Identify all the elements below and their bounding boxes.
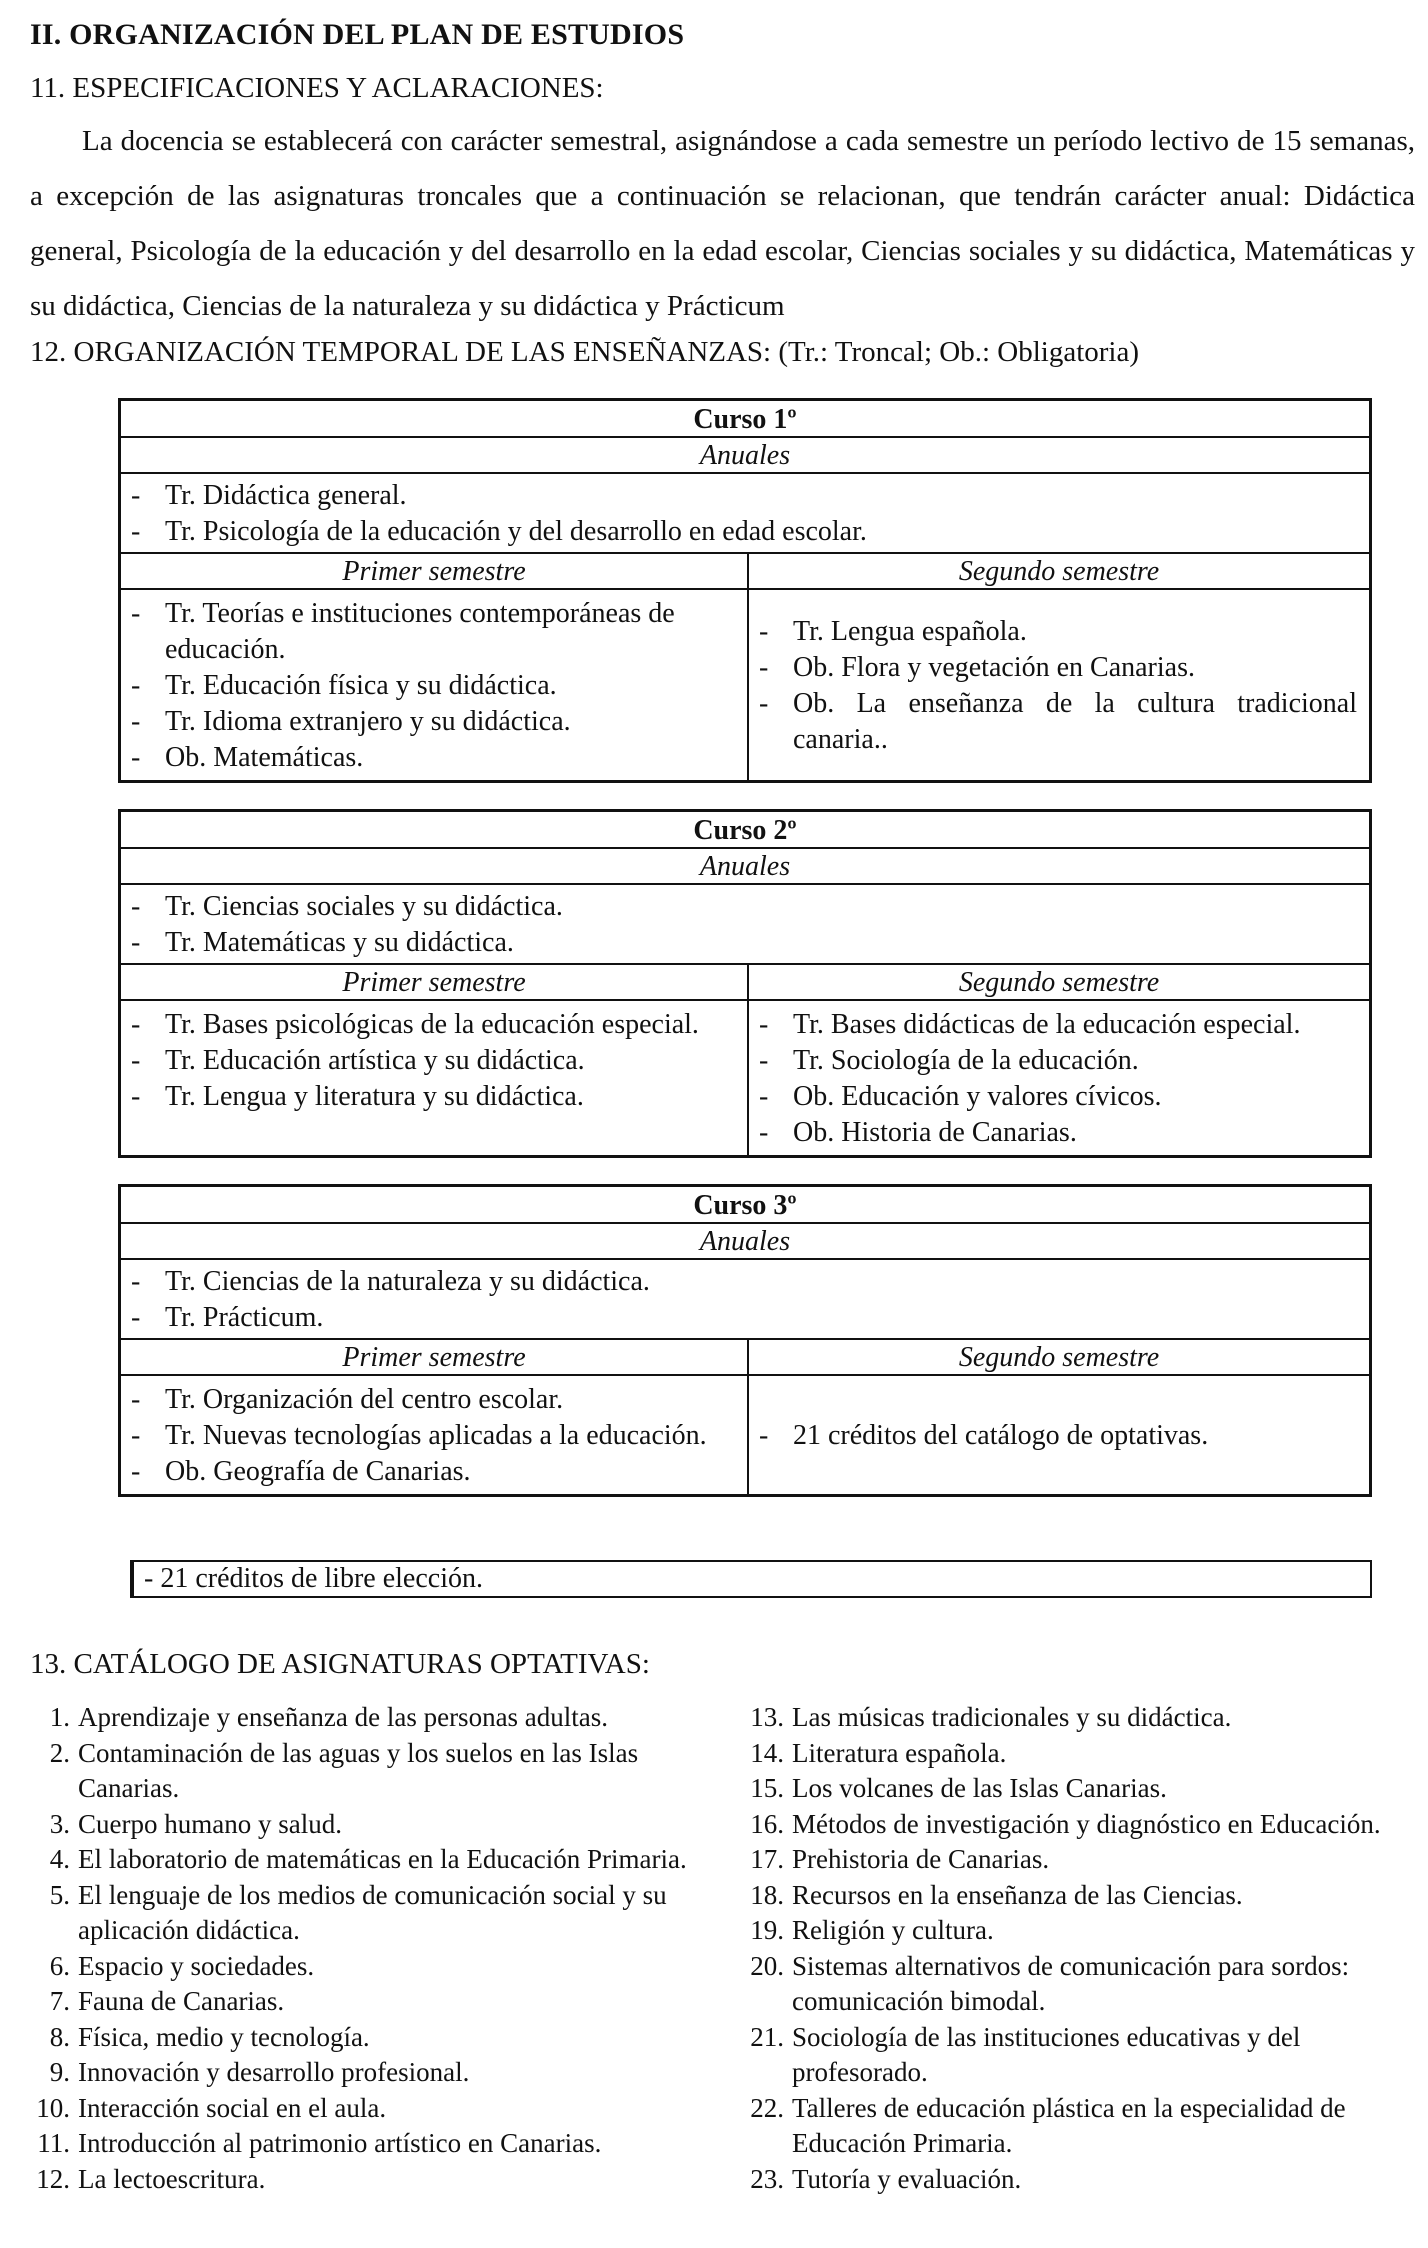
semester-lists: [121, 1001, 1369, 1155]
list-item: - Tr. Psicología de la educación y del desarrollo en edad escolar.: [131, 514, 1369, 550]
item-number: 2.: [49, 1737, 70, 1768]
item-number: 9.: [49, 2057, 70, 2087]
item-text: Prehistoria de Canarias.: [792, 1844, 1050, 1874]
primer-semestre-list: [121, 1376, 749, 1494]
section-11-paragraph: [30, 114, 1415, 334]
list-item: - Ob. Geografía de Canarias.: [131, 1454, 737, 1490]
list-item: [30, 2162, 730, 2198]
item-text: Tutoría y evaluación.: [792, 2163, 1022, 2194]
item-number: 22.: [750, 2092, 784, 2123]
semester-lists: [121, 1376, 1369, 1494]
primer-semestre-header: Primer semestre: [121, 1340, 749, 1374]
list-item: - Ob. Matemáticas.: [131, 740, 737, 776]
section-11-text: La docencia se establecerá con carácter semestral, asignándose a cada semestre un período lectivo de 15 semanas, a excepción de las asignaturas troncales que a continuación se relacionan, que tendrán carácter anual: Didáctica general, Psicología de la educación y del desarrollo en la edad escolar, Ciencias sociales y su didáctica, Matemáticas y su didáctica, Ciencias de la naturaleza y su didáctica y Prácticum: [30, 125, 1415, 322]
list-item: - Tr. Ciencias sociales y su didáctica.: [131, 889, 1369, 925]
segundo-semestre-header: Segundo semestre: [958, 967, 1160, 998]
list-item: - Tr. Lengua y literatura y su didáctica.: [131, 1079, 737, 1115]
item-text: Recursos en la enseñanza de las Ciencias.: [792, 1879, 1243, 1910]
list-item: - 21 créditos del catálogo de optativas.: [759, 1418, 1357, 1454]
list-item: - Ob. Flora y vegetación en Canarias.: [759, 650, 1357, 686]
item-text: La lectoescritura.: [78, 2163, 266, 2194]
item-text: Métodos de investigación y diagnóstico en Educación.: [792, 1808, 1381, 1839]
item-number: 8.: [49, 2021, 70, 2052]
list-item: - Tr. Sociología de la educación.: [759, 1043, 1357, 1079]
list-item: - Tr. Bases didácticas de la educación especial.: [759, 1007, 1357, 1043]
item-text: El lenguaje de los medios de comunicación social y su aplicación didáctica.: [78, 1879, 667, 1945]
item-number: 21.: [750, 2021, 784, 2052]
item-number: 13.: [750, 1702, 784, 1732]
list-item: [744, 1913, 1420, 1949]
list-item: - Tr. Bases psicológicas de la educación especial.: [131, 1007, 737, 1043]
list-item: [30, 2020, 730, 2056]
anuales-list: [121, 474, 1369, 554]
item-number: 4.: [49, 1844, 70, 1874]
list-item: - Tr. Didáctica general.: [131, 478, 1369, 514]
item-text: El laboratorio de matemáticas en la Educación Primaria.: [78, 1844, 687, 1874]
item-number: 3.: [49, 1808, 70, 1839]
item-number: 14.: [750, 1737, 784, 1768]
item-text: Interacción social en el aula.: [78, 2092, 387, 2123]
anuales-header: Anuales: [121, 1224, 1369, 1260]
item-number: 18.: [750, 1879, 784, 1910]
list-item: [30, 1807, 730, 1843]
item-text: Física, medio y tecnología.: [78, 2021, 370, 2052]
libre-eleccion-box: - 21 créditos de libre elección.: [130, 1560, 1372, 1598]
item-number: 19.: [750, 1915, 784, 1945]
list-item: [30, 2091, 730, 2127]
list-item: [744, 1842, 1420, 1878]
item-text: Contaminación de las aguas y los suelos en las Islas Canarias.: [78, 1737, 639, 1803]
item-text: Espacio y sociedades.: [78, 1950, 315, 1981]
primer-semestre-list: [121, 1001, 749, 1155]
item-number: 6.: [49, 1950, 70, 1981]
item-number: 5.: [49, 1879, 70, 1910]
primer-semestre-header: Primer semestre: [121, 965, 749, 999]
catalog-right-column: [744, 1700, 1420, 2197]
item-text: Las músicas tradicionales y su didáctica.: [792, 1702, 1232, 1732]
list-item: [744, 2020, 1420, 2091]
item-text: Sistemas alternativos de comunicación para sordos: comunicación bimodal.: [792, 1950, 1350, 2016]
item-number: 16.: [750, 1808, 784, 1839]
list-item: - Tr. Idioma extranjero y su didáctica.: [131, 704, 737, 740]
item-number: 23.: [750, 2163, 784, 2194]
item-text: Talleres de educación plástica en la especialidad de Educación Primaria.: [792, 2092, 1346, 2158]
primer-semestre-list: [121, 590, 749, 780]
list-item: [744, 1807, 1420, 1843]
list-item: [744, 1949, 1420, 2020]
anuales-list: [121, 885, 1369, 965]
segundo-semestre-header: Segundo semestre: [958, 1342, 1160, 1373]
list-item: - Ob. Educación y valores cívicos.: [759, 1079, 1357, 1115]
item-text: Sociología de las instituciones educativas y del profesorado.: [792, 2021, 1301, 2087]
anuales-header: Anuales: [121, 438, 1369, 474]
segundo-semestre-header: Segundo semestre: [958, 556, 1160, 587]
list-item: - Tr. Educación artística y su didáctica.: [131, 1043, 737, 1079]
list-item: - Tr. Organización del centro escolar.: [131, 1382, 737, 1418]
list-item: [30, 1736, 730, 1807]
segundo-semestre-list: [749, 1001, 1369, 1155]
item-number: 15.: [750, 1773, 784, 1803]
item-text: Religión y cultura.: [792, 1915, 994, 1945]
semester-lists: [121, 590, 1369, 780]
list-item: [744, 2091, 1420, 2162]
list-item: [30, 1842, 730, 1878]
item-number: 11.: [37, 2128, 70, 2158]
course-title: Curso 2º: [121, 812, 1369, 849]
list-item: [744, 2162, 1420, 2198]
item-number: 12.: [36, 2163, 70, 2194]
list-item: - Tr. Ciencias de la naturaleza y su didáctica.: [131, 1264, 1369, 1300]
item-number: 1.: [49, 1702, 70, 1732]
anuales-list: [121, 1260, 1369, 1340]
list-item: [744, 1700, 1420, 1736]
semester-headers: [121, 554, 1369, 590]
list-item: - Tr. Lengua española.: [759, 614, 1357, 650]
course-title: Curso 3º: [121, 1187, 1369, 1224]
catalog-left-column: [30, 1700, 730, 2197]
list-item: - Tr. Prácticum.: [131, 1300, 1369, 1336]
list-item: [744, 1878, 1420, 1914]
anuales-header: Anuales: [121, 849, 1369, 885]
segundo-semestre-list: [749, 1376, 1369, 1494]
section-heading: II. ORGANIZACIÓN DEL PLAN DE ESTUDIOS: [30, 18, 685, 51]
list-item: [30, 1949, 730, 1985]
list-item: [30, 1878, 730, 1949]
item-text: Los volcanes de las Islas Canarias.: [792, 1773, 1167, 1803]
section-12-title: 12. ORGANIZACIÓN TEMPORAL DE LAS ENSEÑANZAS: (Tr.: Troncal; Ob.: Obligatoria): [30, 336, 1139, 368]
list-item: - Tr. Nuevas tecnologías aplicadas a la educación.: [131, 1418, 737, 1454]
semester-headers: [121, 965, 1369, 1001]
list-item: - Ob. La enseñanza de la cultura tradicional canaria..: [759, 686, 1357, 758]
list-item: [744, 1736, 1420, 1772]
section-11-title: 11. ESPECIFICACIONES Y ACLARACIONES:: [30, 72, 604, 104]
list-item: [744, 1771, 1420, 1807]
item-text: Aprendizaje y enseñanza de las personas adultas.: [78, 1702, 609, 1732]
list-item: - Tr. Matemáticas y su didáctica.: [131, 925, 1369, 961]
course-table-1: [118, 398, 1372, 783]
list-item: - Ob. Historia de Canarias.: [759, 1115, 1357, 1151]
segundo-semestre-list: [749, 590, 1369, 780]
item-text: Innovación y desarrollo profesional.: [78, 2057, 470, 2087]
course-table-2: [118, 809, 1372, 1158]
list-item: [30, 2126, 730, 2162]
list-item: [30, 2055, 730, 2091]
item-text: Introducción al patrimonio artístico en Canarias.: [78, 2128, 602, 2158]
semester-headers: [121, 1340, 1369, 1376]
list-item: - Tr. Teorías e instituciones contemporáneas de educación.: [131, 596, 737, 668]
item-text: Fauna de Canarias.: [78, 1986, 285, 2016]
course-table-3: [118, 1184, 1372, 1497]
list-item: [30, 1984, 730, 2020]
list-item: [30, 1700, 730, 1736]
item-number: 7.: [49, 1986, 70, 2016]
item-text: Cuerpo humano y salud.: [78, 1808, 342, 1839]
primer-semestre-header: Primer semestre: [121, 554, 749, 588]
item-number: 10.: [36, 2092, 70, 2123]
course-title: Curso 1º: [121, 401, 1369, 438]
item-number: 20.: [750, 1950, 784, 1981]
section-13-title: 13. CATÁLOGO DE ASIGNATURAS OPTATIVAS:: [30, 1648, 650, 1680]
item-number: 17.: [750, 1844, 784, 1874]
list-item: - Tr. Educación física y su didáctica.: [131, 668, 737, 704]
item-text: Literatura española.: [792, 1737, 1007, 1768]
